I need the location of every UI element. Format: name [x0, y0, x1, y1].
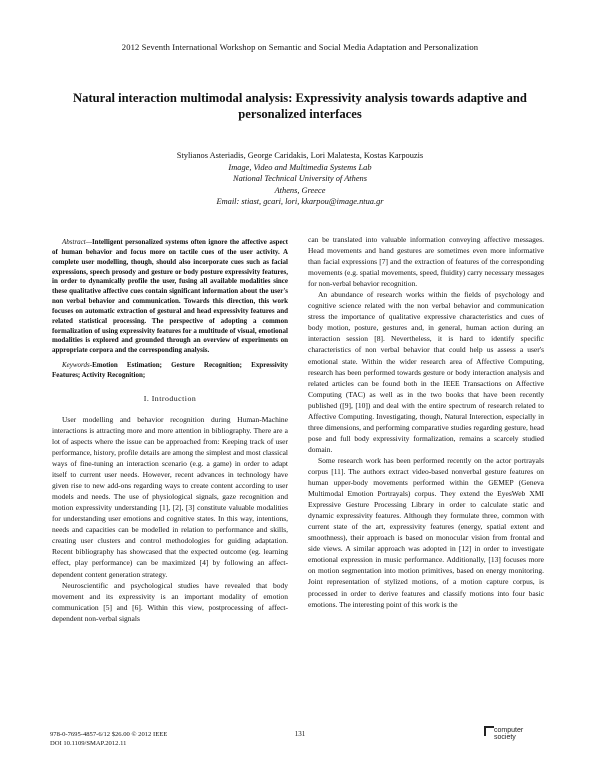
- intro-paragraph-2: Neuroscientific and psychological studies have revealed that body movement and its expressivity is an important modality of emotion communication [5] and [6]. Within this view, postprocessing of affect-dependent non-verbal signals: [52, 580, 288, 623]
- abstract-text: Intelligent personalized systems often ignore the affective aspect of human behavior and focus more on tactile cues of the user activity. A complete user modelling, though, should also incorporate cues such as facial expressions, speech prosody and gesture or body posture expressivity features, in order to dynamically profile the user, fusing all available modalities since these qualitative affective cues contain significant information about the user's non verbal behavior and communication. Towards this direction, this work focuses on automatic extraction of gestural and head expressivity features and related statistical processing. The perspective of adopting a common formalization of using expressivity features for a multitude of visual, emotional modalities is explored and grounded through an overview of experiments on appropriate corpora and the corresponding analysis.: [52, 238, 288, 355]
- computer-society-logo: [480, 724, 540, 746]
- keywords-text: Emotion Estimation; Gesture Recognition; Expressivity Features; Activity Recognition;: [52, 361, 288, 379]
- abstract-label: Abstract—: [62, 238, 92, 246]
- conference-header: 2012 Seventh International Workshop on Semantic and Social Media Adaptation and Personalization: [121, 42, 479, 52]
- page-number: 131: [294, 730, 306, 738]
- intro-paragraph-1: User modelling and behavior recognition during Human-Machine interactions is attracting more and more attention in bibliography. There are a lot of aspects where the issue can be approached from: Keeping track of user performance, history, profile details are among the simplest and most classical ways of fine-tuning an interaction scenario (e.g. a game) in order to adapt itself to current user needs. However, recent advances in technology have given rise to new add-ons regarding ways to create content according to user models and needs. The use of physiological signals, gaze recognition and motion expressivity understanding [1], [2], [3] constitute valuable modalities for understanding user emotions and cognitive states. In this way, intentions, needs and capacities can be modelled in relation to performance and skills, creating user clusters and control methodologies for guiding adaptation. Recent bibliography has showcased that the expected outcome (eg. learning effect, play performance) can be maximized [4] by following an affect-dependent content generation strategy.: [52, 414, 288, 579]
- footer-isbn: 978-0-7695-4857-6/12 $26.00 © 2012 IEEE: [50, 731, 168, 738]
- keywords: [52, 361, 288, 381]
- logo-line-2: society: [494, 734, 516, 741]
- affiliation-university: National Technical University of Athens: [233, 174, 367, 183]
- abstract: [52, 238, 288, 356]
- author-email: Email: stiast, gcari, lori, kkarpou@image.ntua.gr: [216, 197, 384, 206]
- paper-title: Natural interaction multimodal analysis: Expressivity analysis towards adaptive and personalized interfaces: [73, 91, 527, 121]
- left-column: [52, 238, 288, 624]
- logo-text: [494, 727, 523, 741]
- keywords-label: Keywords-: [62, 361, 93, 370]
- right-paragraph-3: Some research work has been performed recently on the actor portrayals corpus [11]. The authors extract video-based nonverbal gesture features on human upper-body movements performed within the GEMEP (Geneva Multimodal Emotion Portrayals) corpus. They extend the EyesWeb XMI Expressive Gesture Processing Library in order to calculate static and dynamic expressivity features. Although they formulate three, common with current state of the art, expressivity features (energy, spatial extent and smoothness), their approach is based on monocular vision from frontal and side views. A similar approach was adopted in [12] in order to investigate emotional expression in music performance. Additionally, [13] focuses more on motion segmentation into motion primitives, based on energy monitoring. Joint representation of stylized motions, of a motion capture corpus, is processed in order to derive features and classify motions into four basic emotions. The interesting point of this work is the: [308, 455, 544, 609]
- author-names: Stylianos Asteriadis, George Caridakis, Lori Malatesta, Kostas Karpouzis: [176, 151, 424, 160]
- author-block: [80, 150, 520, 208]
- right-column: [308, 234, 544, 610]
- logo-mark-icon: [484, 726, 494, 736]
- footer-doi: DOI 10.1109/SMAP.2012.11: [50, 740, 127, 747]
- right-paragraph-1: can be translated into valuable information conveying affective messages. Head movements and hand gestures are sometimes even more informative than facial expressions [7] and the extraction of features of the corresponding movements (e.g. spatial movements, speed, fluidity) carry necessary messages for non-verbal behavior recognition.: [308, 235, 544, 289]
- section-heading-introduction: I. Introduction: [143, 393, 197, 403]
- affiliation-city: Athens, Greece: [274, 185, 326, 195]
- right-paragraph-2: An abundance of research works within the fields of psychology and cognitive science related with the non verbal behavior and communication stress the importance of qualitative expressive characteristics and cues of body motion, posture, gestures and, in general, human action during an interaction session [8]. Nevertheless, it is hard to identify specific characteristics of non verbal behavior that could help us assess a user's emotional state. Within the wider research area of Affective Computing, research has been performed towards gesture or body interaction analysis and related articles can be found both in the IEEE Transactions on Affective Computing (TAC) as well as in the two books that have been recently published ([9], [10]) and deal with the entire spectrum of research related to Affective Computing. Investigating, though, Natural Interection, especially in three dimensions, and performing comparative studies regarding gesture, head pose and full body expressivity formalization, remains a scarcely studied domain.: [308, 290, 544, 454]
- logo-line-1: computer: [494, 727, 524, 734]
- affiliation-lab: Image, Video and Multimedia Systems Lab: [228, 162, 372, 172]
